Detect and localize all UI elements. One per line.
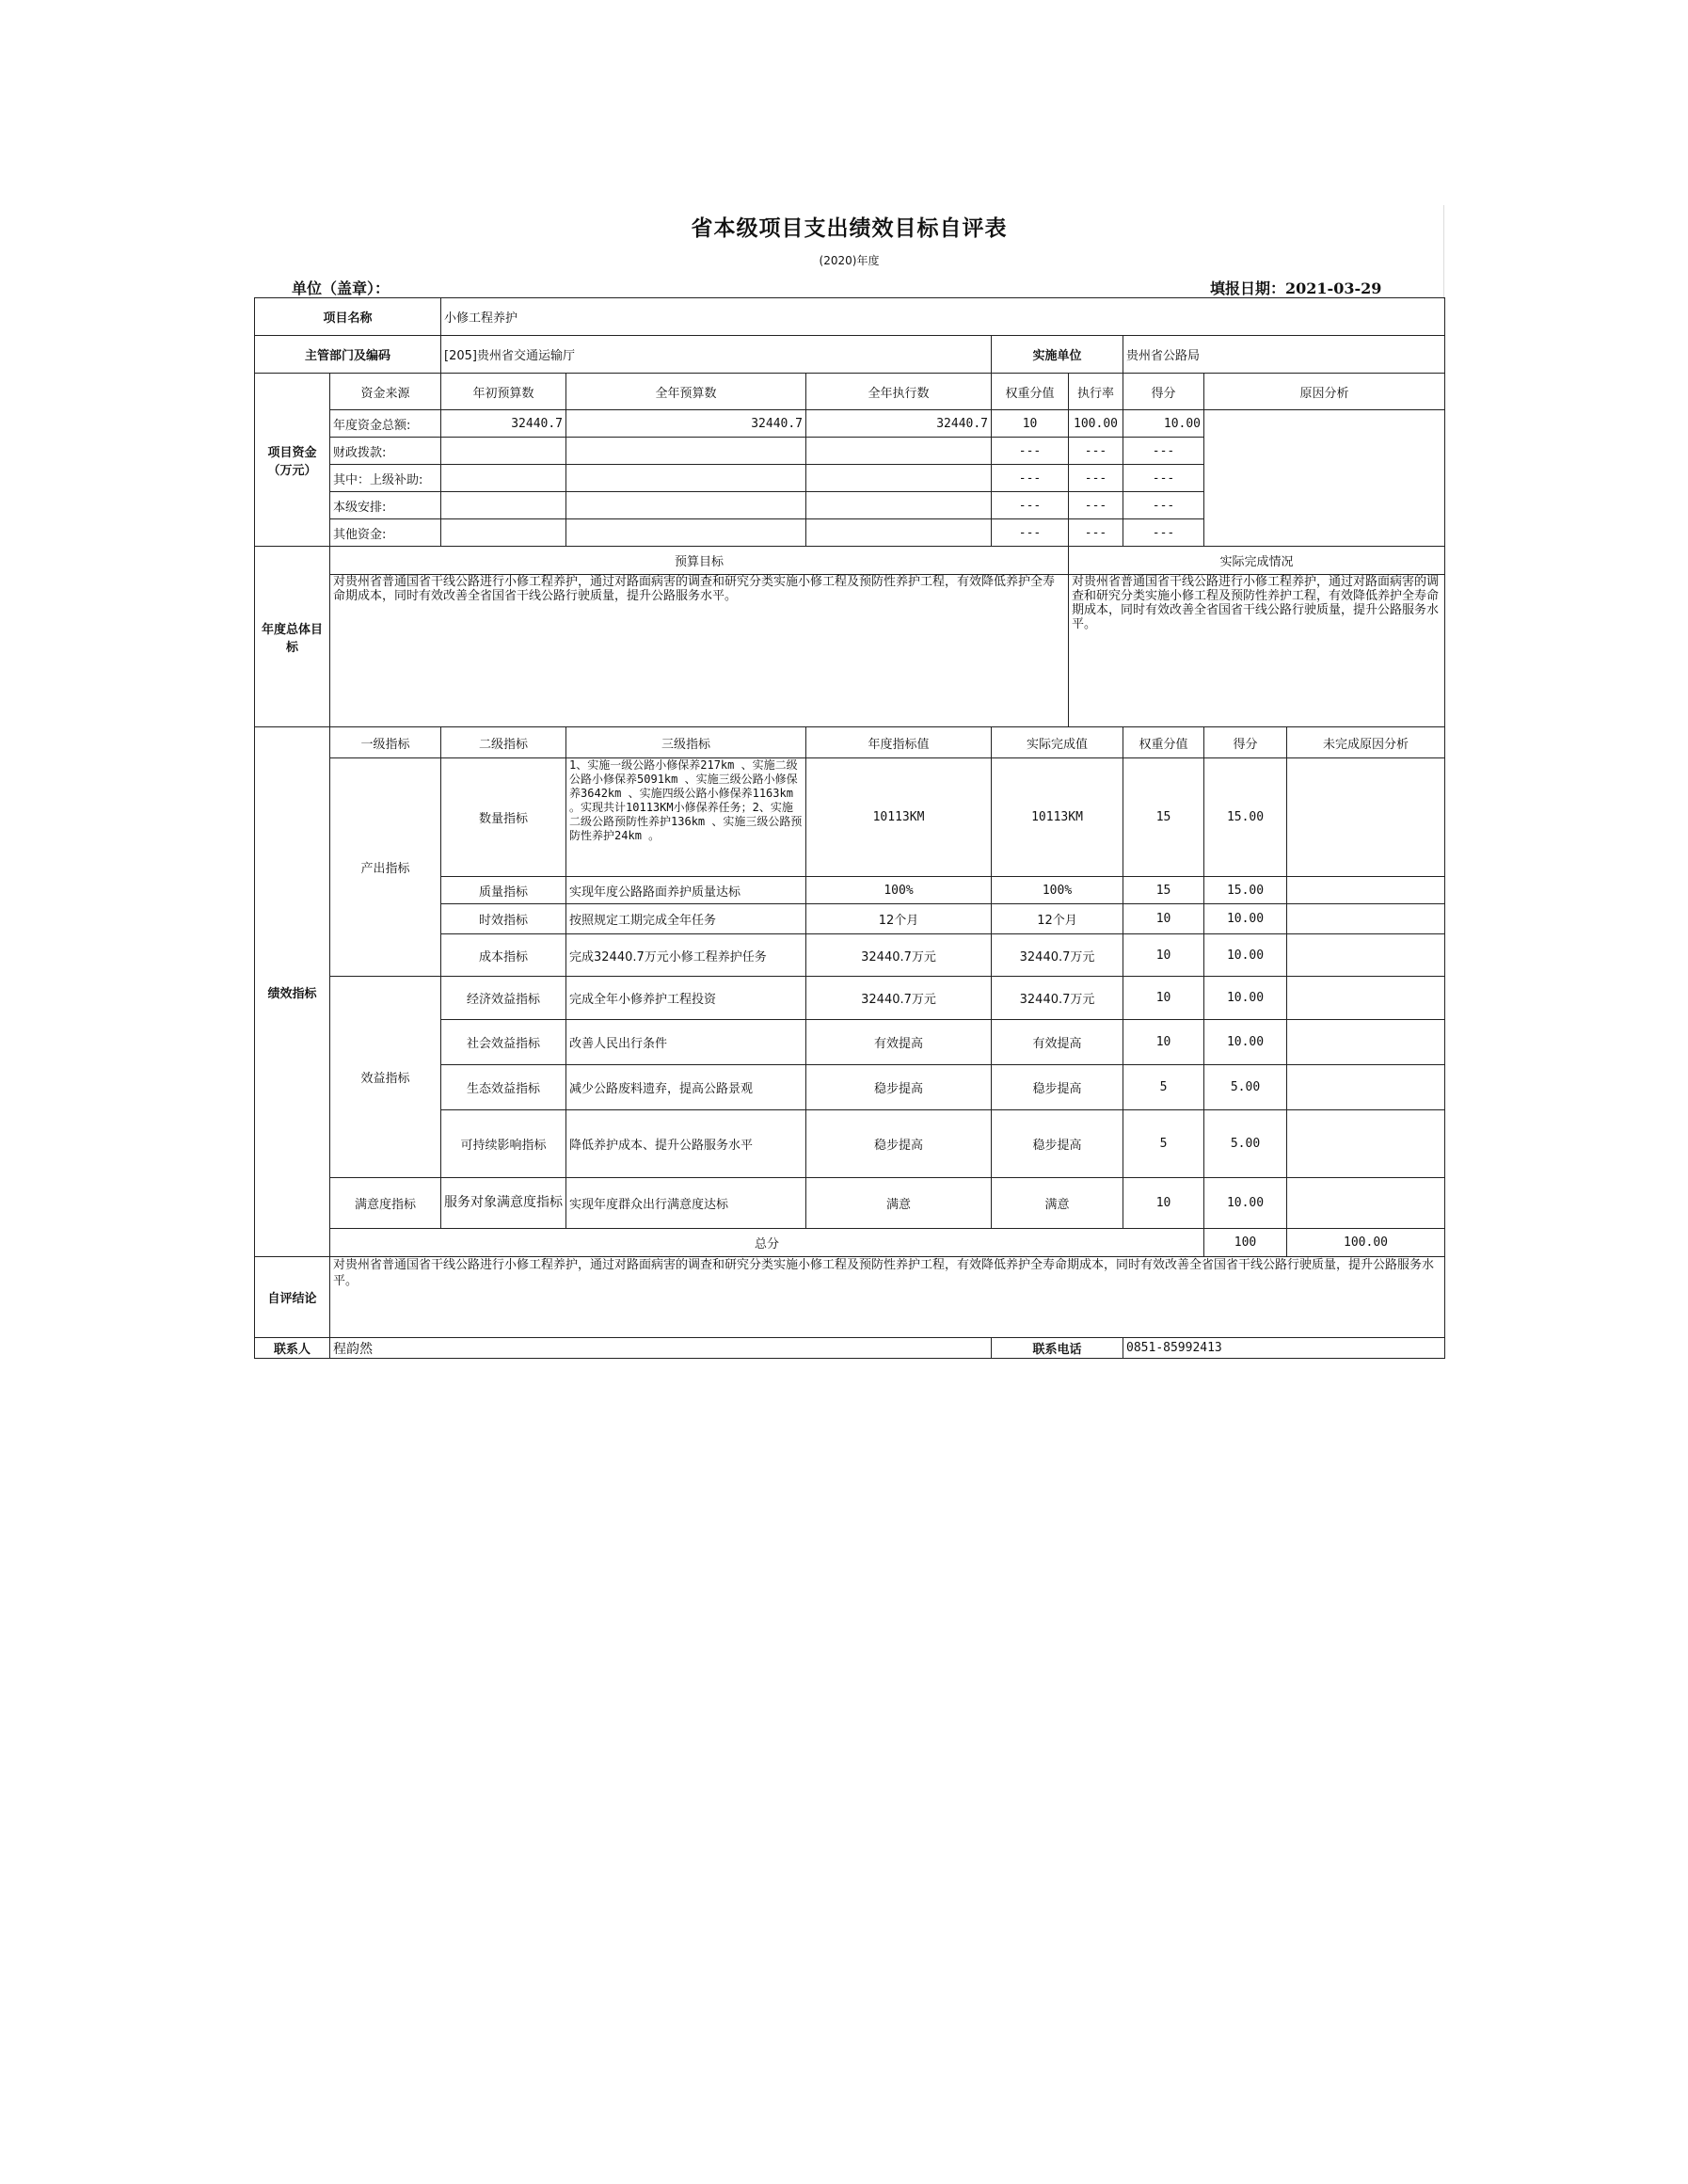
funds-initial: [441, 465, 566, 492]
total-score: 100.00: [1287, 1229, 1445, 1257]
funds-executed: [806, 519, 992, 547]
funds-initial: [441, 438, 566, 465]
project-name-label: 项目名称: [255, 298, 441, 336]
page-edge-line: [1443, 205, 1444, 299]
indicator-header: 得分: [1204, 727, 1287, 758]
indicator-actual: 10113KM: [992, 758, 1123, 877]
funds-source: 其他资金:: [330, 519, 441, 547]
impl-label: 实施单位: [992, 336, 1123, 374]
indicator-l2: 经济效益指标: [441, 977, 566, 1020]
funds-rate: ---: [1069, 465, 1123, 492]
funds-weight: ---: [992, 492, 1069, 519]
indicator-target: 32440.7万元: [806, 977, 992, 1020]
funds-annual: [566, 519, 806, 547]
indicator-score: 15.00: [1204, 877, 1287, 904]
indicator-l3: 降低养护成本、提升公路服务水平: [566, 1110, 806, 1178]
indicator-l2: 可持续影响指标: [441, 1110, 566, 1178]
funds-section-label: 项目资金（万元）: [255, 374, 330, 547]
contact-phone: 0851-85992413: [1123, 1338, 1445, 1359]
indicator-target: 100%: [806, 877, 992, 904]
indicator-weight: 15: [1123, 758, 1204, 877]
impl-value: 贵州省公路局: [1123, 336, 1445, 374]
indicator-header: 一级指标: [330, 727, 441, 758]
funds-score: ---: [1123, 492, 1204, 519]
funds-rate: 100.00: [1069, 410, 1123, 438]
indicators-section-label: 绩效指标: [255, 727, 330, 1257]
funds-weight: ---: [992, 465, 1069, 492]
indicator-reason: [1287, 758, 1445, 877]
budget-goal-text: 对贵州省普通国省干线公路进行小修工程养护，通过对路面病害的调查和研究分类实施小修工程及预防性养护工程，有效降低养护全寿命期成本，同时有效改善全省国省干线公路行驶质量，提升公路服务水平。: [330, 575, 1069, 727]
funds-annual: [566, 465, 806, 492]
contact-phone-label: 联系电话: [992, 1338, 1123, 1359]
indicator-target: 满意: [806, 1178, 992, 1229]
indicator-weight: 5: [1123, 1065, 1204, 1110]
contact-person-label: 联系人: [255, 1338, 330, 1359]
goals-section-label: 年度总体目标: [255, 547, 330, 727]
funds-executed: [806, 492, 992, 519]
dept-row: [255, 336, 1445, 374]
indicator-weight: 10: [1123, 977, 1204, 1020]
indicator-l2: 社会效益指标: [441, 1020, 566, 1065]
indicator-reason: [1287, 1065, 1445, 1110]
funds-executed: 32440.7: [806, 410, 992, 438]
conclusion-text: 对贵州省普通国省干线公路进行小修工程养护，通过对路面病害的调查和研究分类实施小修工程及预防性养护工程，有效降低养护全寿命期成本，同时有效改善全省国省干线公路行驶质量，提升公路服务水平。: [330, 1257, 1445, 1338]
indicator-weight: 10: [1123, 1020, 1204, 1065]
indicator-actual: 有效提高: [992, 1020, 1123, 1065]
funds-header: 原因分析: [1204, 374, 1445, 410]
fill-date: [1210, 277, 1381, 298]
indicator-l3: 1、实施一级公路小修保养217km 、实施二级公路小修保养5091km 、实施三级公路小修保养3642km 、实施四级公路小修保养1163km 。实现共计10113KM小修保养任务；2、实施二级公路预防性养护136km 、实施三级公路预防性养护24km 。: [566, 758, 806, 877]
indicator-l3: 实现年度群众出行满意度达标: [566, 1178, 806, 1229]
indicator-header: 三级指标: [566, 727, 806, 758]
funds-executed: [806, 438, 992, 465]
total-label: 总分: [330, 1229, 1204, 1257]
funds-rate: ---: [1069, 492, 1123, 519]
level1-output: 产出指标: [330, 758, 441, 977]
funds-header: 全年执行数: [806, 374, 992, 410]
indicator-reason: [1287, 1020, 1445, 1065]
fill-date-label: 填报日期：: [1210, 279, 1286, 297]
indicator-l3: 按照规定工期完成全年任务: [566, 904, 806, 934]
indicator-l2: 数量指标: [441, 758, 566, 877]
indicator-target: 有效提高: [806, 1020, 992, 1065]
indicator-target: 32440.7万元: [806, 934, 992, 977]
self-evaluation-table: [254, 297, 1445, 1359]
indicators-header-row: [255, 727, 1445, 758]
indicator-l3: 完成32440.7万元小修工程养护任务: [566, 934, 806, 977]
indicator-reason: [1287, 1178, 1445, 1229]
indicator-l3: 改善人民出行条件: [566, 1020, 806, 1065]
funds-executed: [806, 465, 992, 492]
form-title: 省本级项目支出绩效目标自评表: [691, 215, 1008, 241]
funds-score: ---: [1123, 438, 1204, 465]
indicator-score: 10.00: [1204, 1178, 1287, 1229]
funds-score: 10.00: [1123, 410, 1204, 438]
indicator-target: 10113KM: [806, 758, 992, 877]
indicator-score: 10.00: [1204, 934, 1287, 977]
indicator-header: 权重分值: [1123, 727, 1204, 758]
funds-header: 得分: [1123, 374, 1204, 410]
funds-header-row: [255, 374, 1445, 410]
indicator-reason: [1287, 934, 1445, 977]
indicator-reason: [1287, 977, 1445, 1020]
conclusion-row: [255, 1257, 1445, 1338]
level1-benefit: 效益指标: [330, 977, 441, 1178]
indicator-l3: 完成全年小修养护工程投资: [566, 977, 806, 1020]
indicator-reason: [1287, 904, 1445, 934]
funds-weight: 10: [992, 410, 1069, 438]
contact-person: 程韵然: [330, 1338, 992, 1359]
indicator-header: 实际完成值: [992, 727, 1123, 758]
funds-row: [255, 410, 1445, 438]
indicator-header: 未完成原因分析: [1287, 727, 1445, 758]
funds-initial: [441, 519, 566, 547]
total-row: [255, 1229, 1445, 1257]
funds-source: 其中：上级补助:: [330, 465, 441, 492]
funds-header: 资金来源: [330, 374, 441, 410]
actual-goal-header: 实际完成情况: [1069, 547, 1445, 575]
funds-rate: ---: [1069, 438, 1123, 465]
conclusion-label: 自评结论: [255, 1257, 330, 1338]
funds-annual: [566, 492, 806, 519]
funds-score: ---: [1123, 465, 1204, 492]
level1-satisfaction: 满意度指标: [330, 1178, 441, 1229]
form-year: (2020)年度: [819, 254, 880, 267]
indicator-actual: 稳步提高: [992, 1110, 1123, 1178]
funds-rate: ---: [1069, 519, 1123, 547]
indicator-target: 12个月: [806, 904, 992, 934]
funds-initial: [441, 492, 566, 519]
funds-header: 权重分值: [992, 374, 1069, 410]
funds-source: 本级安排:: [330, 492, 441, 519]
indicator-l2: 成本指标: [441, 934, 566, 977]
total-weight: 100: [1204, 1229, 1287, 1257]
goals-text-row: [255, 575, 1445, 727]
indicator-weight: 10: [1123, 904, 1204, 934]
indicator-actual: 12个月: [992, 904, 1123, 934]
indicator-reason: [1287, 1110, 1445, 1178]
indicator-weight: 15: [1123, 877, 1204, 904]
indicator-score: 5.00: [1204, 1065, 1287, 1110]
indicator-target: 稳步提高: [806, 1065, 992, 1110]
indicator-score: 15.00: [1204, 758, 1287, 877]
funds-score: ---: [1123, 519, 1204, 547]
indicator-l3: 实现年度公路路面养护质量达标: [566, 877, 806, 904]
unit-label: 单位（盖章）：: [292, 279, 390, 297]
indicator-header: 二级指标: [441, 727, 566, 758]
indicator-l3: 减少公路废料遗弃，提高公路景观: [566, 1065, 806, 1110]
funds-annual: [566, 438, 806, 465]
funds-reason: [1204, 410, 1445, 547]
indicator-actual: 稳步提高: [992, 1065, 1123, 1110]
indicator-l2: 质量指标: [441, 877, 566, 904]
funds-initial: 32440.7: [441, 410, 566, 438]
funds-source: 财政拨款:: [330, 438, 441, 465]
funds-header: 年初预算数: [441, 374, 566, 410]
funds-header: 全年预算数: [566, 374, 806, 410]
indicator-weight: 10: [1123, 934, 1204, 977]
funds-header: 执行率: [1069, 374, 1123, 410]
indicator-row: [255, 977, 1445, 1020]
dept-label: 主管部门及编码: [255, 336, 441, 374]
indicator-weight: 5: [1123, 1110, 1204, 1178]
indicator-row: [255, 758, 1445, 877]
indicator-l2: 生态效益指标: [441, 1065, 566, 1110]
indicator-l2: 时效指标: [441, 904, 566, 934]
funds-source: 年度资金总额:: [330, 410, 441, 438]
indicator-actual: 100%: [992, 877, 1123, 904]
indicator-actual: 满意: [992, 1178, 1123, 1229]
indicator-row: [255, 1178, 1445, 1229]
fill-date-value: 2021-03-29: [1285, 279, 1382, 297]
indicator-score: 5.00: [1204, 1110, 1287, 1178]
goals-header-row: [255, 547, 1445, 575]
indicator-score: 10.00: [1204, 977, 1287, 1020]
indicator-reason: [1287, 877, 1445, 904]
indicator-l2: 服务对象满意度指标: [441, 1178, 566, 1229]
dept-value: [205]贵州省交通运输厅: [441, 336, 992, 374]
budget-goal-header: 预算目标: [330, 547, 1069, 575]
indicator-actual: 32440.7万元: [992, 977, 1123, 1020]
indicator-actual: 32440.7万元: [992, 934, 1123, 977]
funds-annual: 32440.7: [566, 410, 806, 438]
indicator-header: 年度指标值: [806, 727, 992, 758]
indicator-score: 10.00: [1204, 904, 1287, 934]
funds-weight: ---: [992, 519, 1069, 547]
funds-weight: ---: [992, 438, 1069, 465]
project-name-row: [255, 298, 1445, 336]
indicator-weight: 10: [1123, 1178, 1204, 1229]
contact-row: [255, 1338, 1445, 1359]
actual-goal-text: 对贵州省普通国省干线公路进行小修工程养护，通过对路面病害的调查和研究分类实施小修工程及预防性养护工程，有效降低养护全寿命期成本，同时有效改善全省国省干线公路行驶质量，提升公路服务水平。: [1069, 575, 1445, 727]
indicator-score: 10.00: [1204, 1020, 1287, 1065]
project-name-value: 小修工程养护: [441, 298, 1445, 336]
indicator-target: 稳步提高: [806, 1110, 992, 1178]
